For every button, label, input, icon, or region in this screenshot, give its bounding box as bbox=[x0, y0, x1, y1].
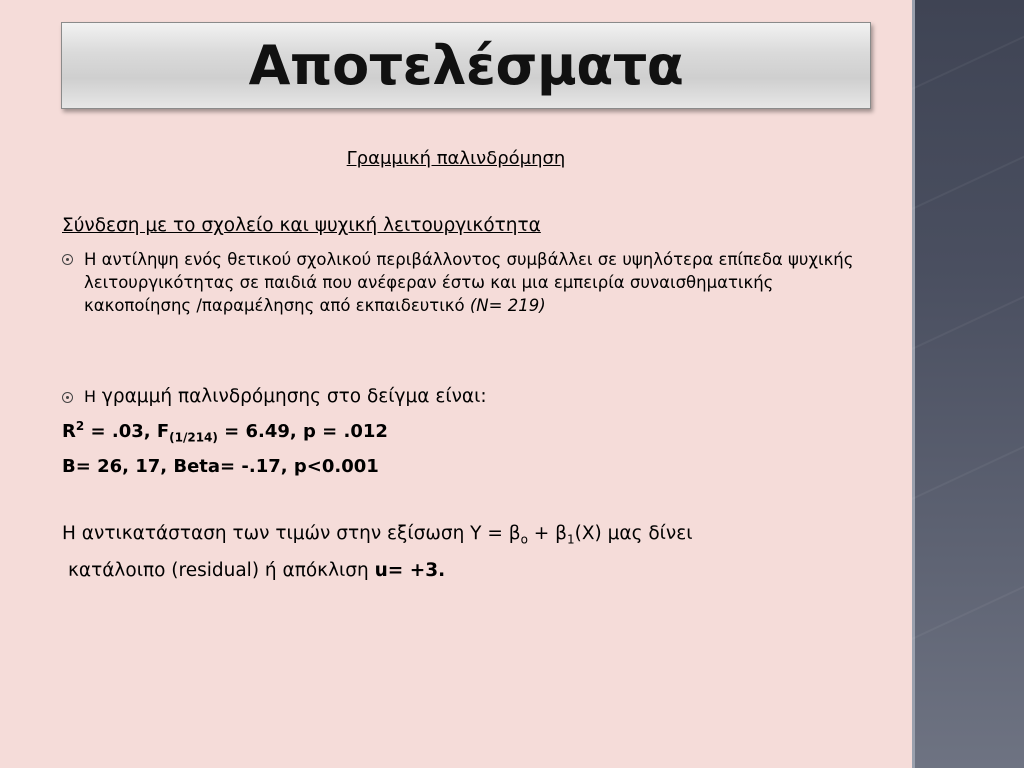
bullet-text bbox=[84, 385, 487, 408]
regression-stats-line bbox=[62, 419, 388, 445]
panel-streak bbox=[912, 31, 1024, 92]
section-heading: Σύνδεση με το σχολείο και ψυχική λειτουργικότητα bbox=[62, 215, 541, 236]
panel-edge bbox=[912, 0, 915, 768]
panel-streak bbox=[912, 581, 1024, 642]
r-value: = .03, F bbox=[84, 421, 170, 442]
residual-line bbox=[68, 560, 445, 581]
coefficient-stats-line: B= 26, 17, Beta= -.17, p<0.001 bbox=[62, 456, 379, 477]
bullet-circle-icon bbox=[62, 254, 73, 265]
equation-lead: Η αντικατάσταση των τιμών στην εξίσωση Υ = β bbox=[62, 523, 521, 544]
bullet-circle-icon bbox=[62, 392, 73, 403]
title-banner bbox=[61, 22, 871, 109]
f-value: = 6.49, p = .012 bbox=[217, 421, 388, 442]
slide-subtitle: Γραμμική παλινδρόμηση bbox=[346, 148, 566, 169]
residual-lead: κατάλοιπο (residual) ή απόκλιση bbox=[68, 560, 375, 581]
slide-title: Αποτελέσματα bbox=[248, 34, 684, 97]
panel-streak bbox=[912, 441, 1024, 502]
r-superscript: 2 bbox=[75, 419, 85, 433]
r-label: R bbox=[62, 421, 76, 442]
equation-mid: + β bbox=[527, 523, 567, 544]
bullet-body: Η αντίληψη ενός θετικού σχολικού περιβάλλοντος συμβάλλει σε υψηλότερα επίπεδα ψυχικής λειτουργικότητας σε παιδιά που ανέφεραν έστω και μια εμπειρία συναισθηματικής κακοποίησης /παραμέλησης από εκπαιδευτικό bbox=[84, 250, 854, 315]
residual-value: u= +3. bbox=[374, 560, 446, 581]
beta1-subscript: 1 bbox=[566, 532, 575, 547]
panel-streak bbox=[912, 151, 1024, 212]
f-subscript: (1/214) bbox=[169, 430, 218, 445]
beta0-subscript: o bbox=[520, 532, 528, 547]
panel-streak bbox=[912, 291, 1024, 352]
equation-tail: (Χ) μας δίνει bbox=[574, 523, 693, 544]
bullet-body: γραμμή παλινδρόμησης στο δείγμα είναι: bbox=[96, 386, 487, 407]
bullet-prefix: Η bbox=[84, 387, 97, 406]
equation-line bbox=[62, 523, 693, 547]
bullet-text bbox=[84, 248, 854, 317]
sample-size: (N= 219) bbox=[469, 296, 546, 315]
decorative-side-panel bbox=[912, 0, 1024, 768]
